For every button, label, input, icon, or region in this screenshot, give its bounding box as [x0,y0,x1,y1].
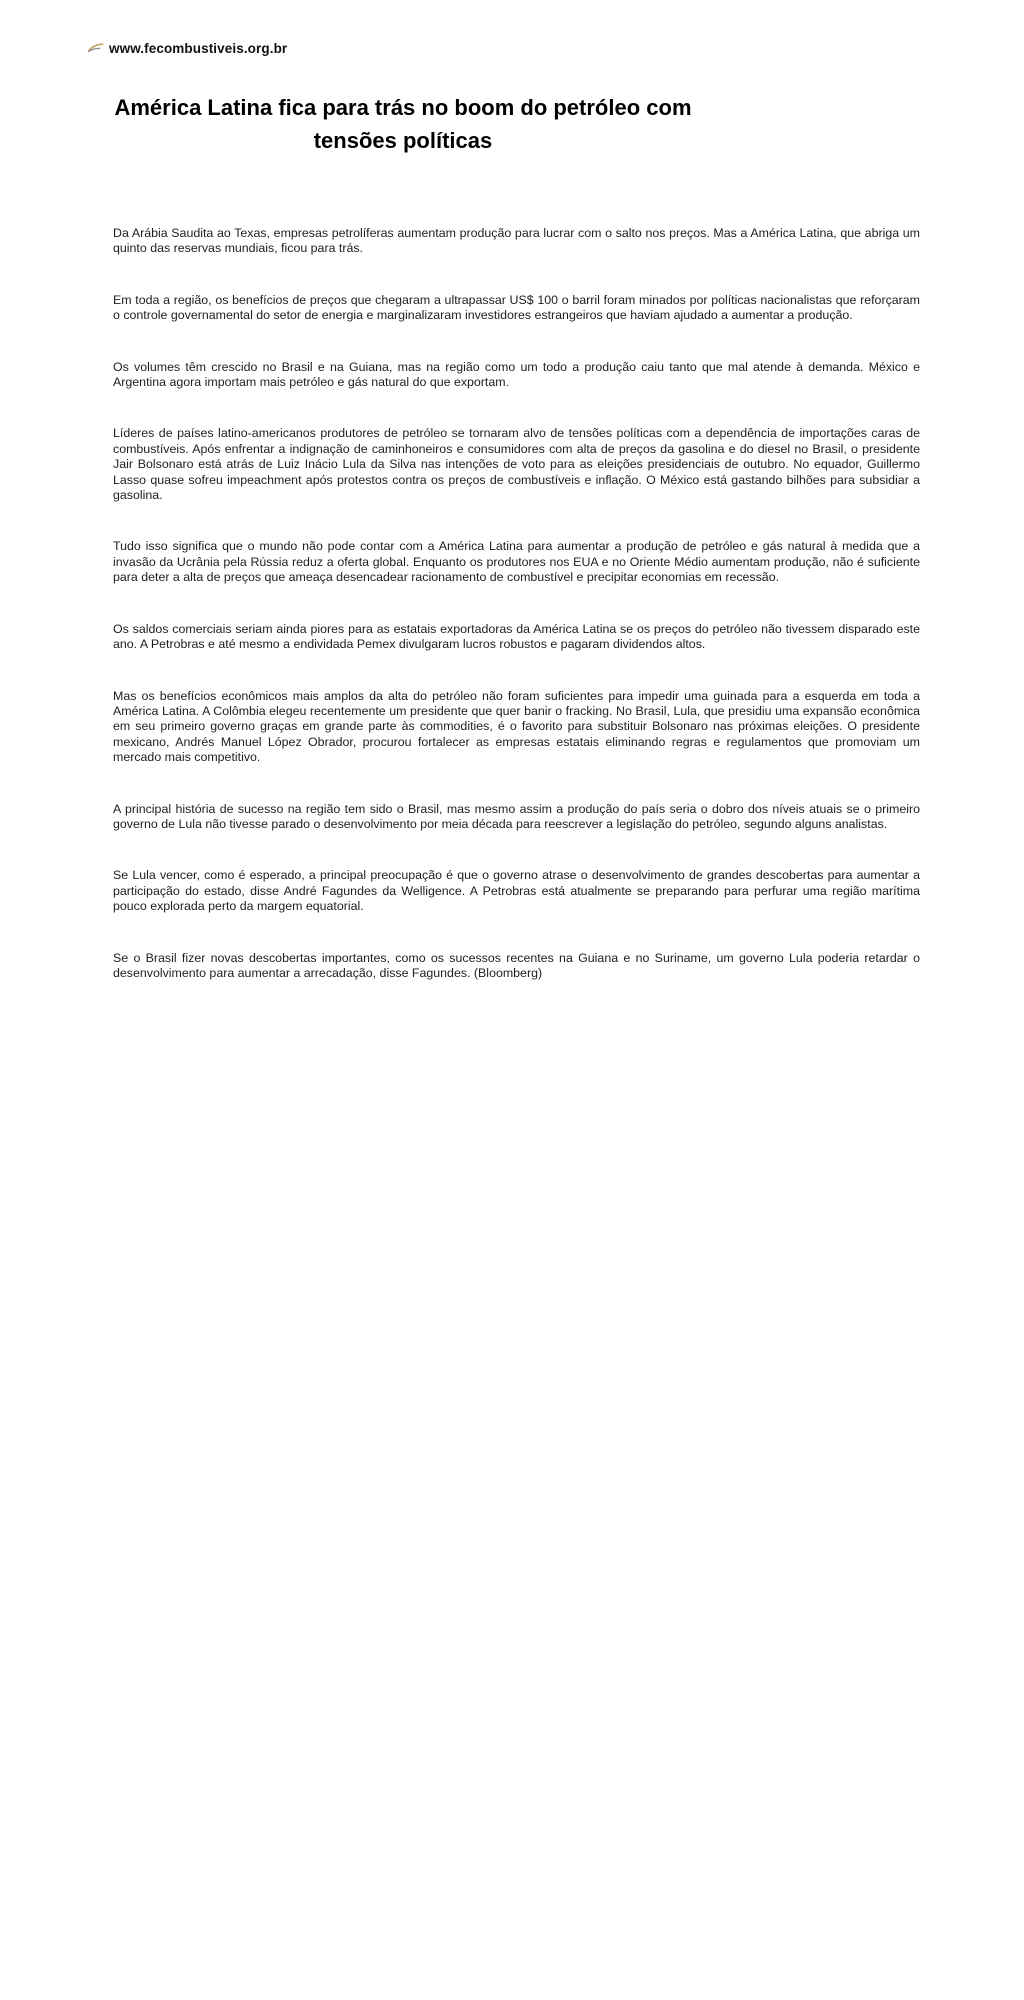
article-paragraph: Mas os benefícios econômicos mais amplos da alta do petróleo não foram suficientes para impedir uma guinada para a esquerda em toda a América Latina. A Colômbia elegeu recentemente um presidente que quer banir o fracking. No Brasil, Lula, que presidiu uma expansão econômica em seu primeiro governo graças em grande parte às commodities, é o favorito para substituir Bolsonaro nas próximas eleições. O presidente mexicano, Andrés Manuel López Obrador, procurou fortalecer as empresas estatais eliminando regras e regulamentos que promoviam um mercado mais competitivo. [113,688,920,765]
article-paragraph: Os saldos comerciais seriam ainda piores para as estatais exportadoras da América Latina se os preços do petróleo não tivessem disparado este ano. A Petrobras e até mesmo a endividada Pemex divulgaram lucros robustos e pagaram dividendos altos. [113,621,920,652]
article-paragraph: Da Arábia Saudita ao Texas, empresas petrolíferas aumentam produção para lucrar com o salto nos preços. Mas a América Latina, que abriga um quinto das reservas mundiais, ficou para trás. [113,226,920,256]
site-header [87,41,287,56]
article-paragraph: Tudo isso significa que o mundo não pode contar com a América Latina para aumentar a produção de petróleo e gás natural à medida que a invasão da Ucrânia pela Rússia reduz a oferta global. Enquanto os produtores nos EUA e no Oriente Médio aumentam produção, não é suficiente para deter a alta de preços que ameaça desencadear racionamento de combustível e precipitar economias em recessão. [113,539,920,585]
article-title: América Latina fica para trás no boom do petróleo com tensões políticas [114,94,692,153]
article-paragraph: Líderes de países latino-americanos produtores de petróleo se tornaram alvo de tensões políticas com a dependência de importações caras de combustíveis. Após enfrentar a indignação de caminhoneiros e consumidores com alta de preços da gasolina e do diesel no Brasil, o presidente Jair Bolsonaro está atrás de Luiz Inácio Lula da Silva nas intenções de voto para as eleições presidenciais de outubro. No equador, Guillermo Lasso quase sofreu impeachment após protestos contra os preços de combustíveis e inflação. O México está gastando bilhões para subsidiar a gasolina. [113,426,920,503]
site-url: www.fecombustiveis.org.br [109,41,288,56]
article-paragraph: Os volumes têm crescido no Brasil e na Guiana, mas na região como um todo a produção caiu tanto que mal atende à demanda. México e Argentina agora importam mais petróleo e gás natural do que exportam. [113,359,920,390]
article-paragraph: Se Lula vencer, como é esperado, a principal preocupação é que o governo atrase o desenvolvimento de grandes descobertas para aumentar a participação do estado, disse André Fagundes da Welligence. A Petrobras está atualmente se preparando para perfurar uma região marítima pouco explorada perto da margem equatorial. [113,868,920,914]
article-body [113,226,920,1017]
article-paragraph: Em toda a região, os benefícios de preços que chegaram a ultrapassar US$ 100 o barril foram minados por políticas nacionalistas que reforçaram o controle governamental do setor de energia e marginalizaram investidores estrangeiros que haviam ajudado a aumentar a produção. [113,292,920,323]
article-paragraph: Se o Brasil fizer novas descobertas importantes, como os sucessos recentes na Guiana e no Suriname, um governo Lula poderia retardar o desenvolvimento para aumentar a arrecadação, disse Fagundes. (Bloomberg) [113,950,920,980]
swoosh-icon [87,42,104,55]
article-paragraph: A principal história de sucesso na região tem sido o Brasil, mas mesmo assim a produção do país seria o dobro dos níveis atuais se o primeiro governo de Lula não tivesse parado o desenvolvimento por meia década para reescrever a legislação do petróleo, segundo alguns analistas. [113,801,920,831]
